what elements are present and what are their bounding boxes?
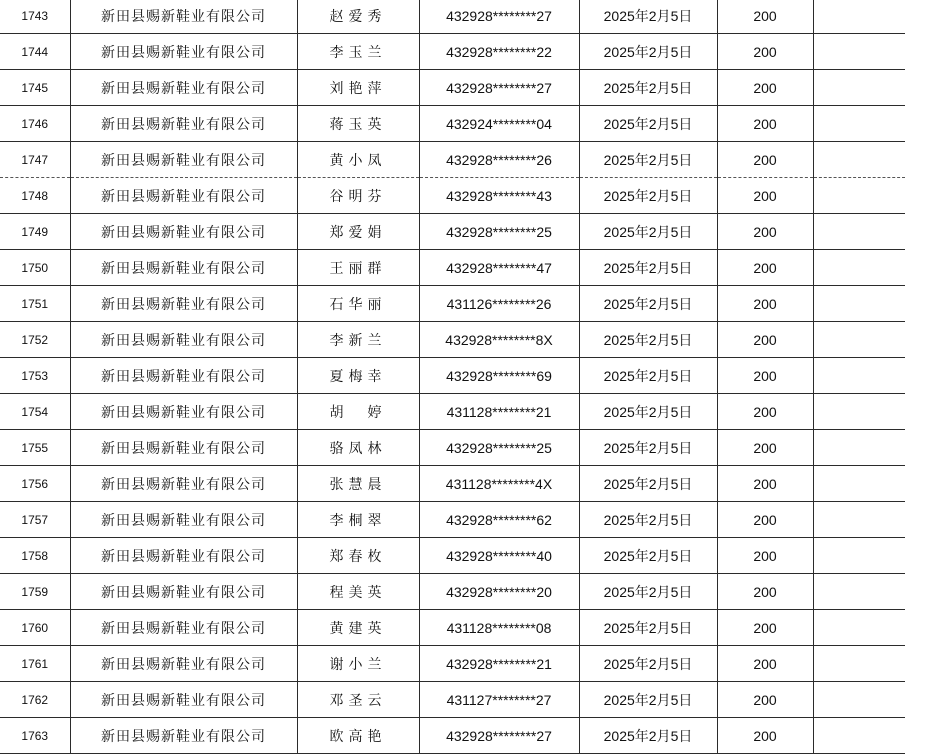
company-cell: 新田县赐新鞋业有限公司 — [70, 610, 297, 646]
id-number-cell: 431128********08 — [419, 610, 579, 646]
name-cell: 王丽群 — [297, 250, 419, 286]
remark-cell — [813, 106, 905, 142]
remark-cell — [813, 610, 905, 646]
date-cell: 2025年2月5日 — [579, 394, 717, 430]
amount-cell: 200 — [717, 538, 813, 574]
company-cell: 新田县赐新鞋业有限公司 — [70, 0, 297, 34]
name-cell: 李新兰 — [297, 322, 419, 358]
amount-cell: 200 — [717, 682, 813, 718]
company-cell: 新田县赐新鞋业有限公司 — [70, 646, 297, 682]
name-cell: 黄小凤 — [297, 142, 419, 178]
company-cell: 新田县赐新鞋业有限公司 — [70, 142, 297, 178]
amount-cell: 200 — [717, 178, 813, 214]
remark-cell — [813, 718, 905, 754]
table-row — [0, 358, 905, 394]
table-row — [0, 682, 905, 718]
row-number: 1755 — [0, 430, 70, 466]
remark-cell — [813, 70, 905, 106]
amount-cell: 200 — [717, 214, 813, 250]
row-number: 1747 — [0, 142, 70, 178]
amount-cell: 200 — [717, 286, 813, 322]
date-cell: 2025年2月5日 — [579, 646, 717, 682]
row-number: 1760 — [0, 610, 70, 646]
date-cell: 2025年2月5日 — [579, 286, 717, 322]
date-cell: 2025年2月5日 — [579, 0, 717, 34]
amount-cell: 200 — [717, 574, 813, 610]
remark-cell — [813, 646, 905, 682]
remark-cell — [813, 394, 905, 430]
name-cell: 李玉兰 — [297, 34, 419, 70]
table-row — [0, 574, 905, 610]
remark-cell — [813, 502, 905, 538]
company-cell: 新田县赐新鞋业有限公司 — [70, 214, 297, 250]
id-number-cell: 432928********8X — [419, 322, 579, 358]
date-cell: 2025年2月5日 — [579, 466, 717, 502]
remark-cell — [813, 430, 905, 466]
id-number-cell: 432928********20 — [419, 574, 579, 610]
date-cell: 2025年2月5日 — [579, 682, 717, 718]
table-row — [0, 646, 905, 682]
table-row — [0, 178, 905, 214]
remark-cell — [813, 142, 905, 178]
company-cell: 新田县赐新鞋业有限公司 — [70, 718, 297, 754]
company-cell: 新田县赐新鞋业有限公司 — [70, 34, 297, 70]
name-cell: 张慧晨 — [297, 466, 419, 502]
company-cell: 新田县赐新鞋业有限公司 — [70, 70, 297, 106]
company-cell: 新田县赐新鞋业有限公司 — [70, 466, 297, 502]
date-cell: 2025年2月5日 — [579, 142, 717, 178]
name-cell: 谢小兰 — [297, 646, 419, 682]
id-number-cell: 432928********25 — [419, 214, 579, 250]
table-row — [0, 430, 905, 466]
name-cell: 黄建英 — [297, 610, 419, 646]
date-cell: 2025年2月5日 — [579, 502, 717, 538]
date-cell: 2025年2月5日 — [579, 538, 717, 574]
company-cell: 新田县赐新鞋业有限公司 — [70, 574, 297, 610]
row-number: 1754 — [0, 394, 70, 430]
amount-cell: 200 — [717, 322, 813, 358]
table-row — [0, 394, 905, 430]
row-number: 1753 — [0, 358, 70, 394]
table-row — [0, 0, 905, 34]
id-number-cell: 432928********62 — [419, 502, 579, 538]
name-cell: 石华丽 — [297, 286, 419, 322]
company-cell: 新田县赐新鞋业有限公司 — [70, 106, 297, 142]
date-cell: 2025年2月5日 — [579, 214, 717, 250]
company-cell: 新田县赐新鞋业有限公司 — [70, 286, 297, 322]
date-cell: 2025年2月5日 — [579, 70, 717, 106]
remark-cell — [813, 574, 905, 610]
name-cell: 胡 婷 — [297, 394, 419, 430]
name-cell: 刘艳萍 — [297, 70, 419, 106]
id-number-cell: 432928********40 — [419, 538, 579, 574]
id-number-cell: 432928********27 — [419, 70, 579, 106]
remark-cell — [813, 34, 905, 70]
table-row — [0, 286, 905, 322]
row-number: 1750 — [0, 250, 70, 286]
remark-cell — [813, 538, 905, 574]
row-number: 1762 — [0, 682, 70, 718]
id-number-cell: 431126********26 — [419, 286, 579, 322]
amount-cell: 200 — [717, 142, 813, 178]
table-row — [0, 142, 905, 178]
amount-cell: 200 — [717, 610, 813, 646]
row-number: 1758 — [0, 538, 70, 574]
id-number-cell: 432928********22 — [419, 34, 579, 70]
table-row — [0, 538, 905, 574]
company-cell: 新田县赐新鞋业有限公司 — [70, 538, 297, 574]
amount-cell: 200 — [717, 34, 813, 70]
date-cell: 2025年2月5日 — [579, 574, 717, 610]
id-number-cell: 431128********4X — [419, 466, 579, 502]
company-cell: 新田县赐新鞋业有限公司 — [70, 178, 297, 214]
date-cell: 2025年2月5日 — [579, 610, 717, 646]
table-row — [0, 250, 905, 286]
id-number-cell: 432928********27 — [419, 718, 579, 754]
date-cell: 2025年2月5日 — [579, 358, 717, 394]
row-number: 1748 — [0, 178, 70, 214]
name-cell: 蒋玉英 — [297, 106, 419, 142]
company-cell: 新田县赐新鞋业有限公司 — [70, 502, 297, 538]
table-row — [0, 34, 905, 70]
id-number-cell: 432928********43 — [419, 178, 579, 214]
amount-cell: 200 — [717, 250, 813, 286]
amount-cell: 200 — [717, 502, 813, 538]
row-number: 1757 — [0, 502, 70, 538]
company-cell: 新田县赐新鞋业有限公司 — [70, 322, 297, 358]
row-number: 1763 — [0, 718, 70, 754]
row-number: 1751 — [0, 286, 70, 322]
table-row — [0, 214, 905, 250]
row-number: 1745 — [0, 70, 70, 106]
amount-cell: 200 — [717, 106, 813, 142]
row-number: 1761 — [0, 646, 70, 682]
company-cell: 新田县赐新鞋业有限公司 — [70, 682, 297, 718]
company-cell: 新田县赐新鞋业有限公司 — [70, 358, 297, 394]
id-number-cell: 431127********27 — [419, 682, 579, 718]
name-cell: 程美英 — [297, 574, 419, 610]
company-cell: 新田县赐新鞋业有限公司 — [70, 250, 297, 286]
amount-cell: 200 — [717, 0, 813, 34]
id-number-cell: 432928********26 — [419, 142, 579, 178]
remark-cell — [813, 466, 905, 502]
id-number-cell: 432928********47 — [419, 250, 579, 286]
amount-cell: 200 — [717, 718, 813, 754]
row-number: 1744 — [0, 34, 70, 70]
name-cell: 谷明芬 — [297, 178, 419, 214]
amount-cell: 200 — [717, 646, 813, 682]
table-row — [0, 70, 905, 106]
amount-cell: 200 — [717, 394, 813, 430]
company-cell: 新田县赐新鞋业有限公司 — [70, 430, 297, 466]
name-cell: 郑春枚 — [297, 538, 419, 574]
remark-cell — [813, 358, 905, 394]
name-cell: 郑爱娟 — [297, 214, 419, 250]
remark-cell — [813, 178, 905, 214]
date-cell: 2025年2月5日 — [579, 718, 717, 754]
amount-cell: 200 — [717, 466, 813, 502]
table-row — [0, 106, 905, 142]
row-number: 1743 — [0, 0, 70, 34]
name-cell: 邓圣云 — [297, 682, 419, 718]
table-row — [0, 610, 905, 646]
table-row — [0, 466, 905, 502]
amount-cell: 200 — [717, 430, 813, 466]
amount-cell: 200 — [717, 358, 813, 394]
row-number: 1746 — [0, 106, 70, 142]
company-cell: 新田县赐新鞋业有限公司 — [70, 394, 297, 430]
table-row — [0, 718, 905, 754]
name-cell: 李桐翠 — [297, 502, 419, 538]
date-cell: 2025年2月5日 — [579, 250, 717, 286]
row-number: 1749 — [0, 214, 70, 250]
row-number: 1759 — [0, 574, 70, 610]
row-number: 1756 — [0, 466, 70, 502]
remark-cell — [813, 322, 905, 358]
table-row — [0, 322, 905, 358]
name-cell: 骆凤林 — [297, 430, 419, 466]
name-cell: 赵爱秀 — [297, 0, 419, 34]
date-cell: 2025年2月5日 — [579, 34, 717, 70]
id-number-cell: 432928********25 — [419, 430, 579, 466]
date-cell: 2025年2月5日 — [579, 430, 717, 466]
name-cell: 欧高艳 — [297, 718, 419, 754]
table-row — [0, 502, 905, 538]
remark-cell — [813, 250, 905, 286]
id-number-cell: 432928********21 — [419, 646, 579, 682]
remark-cell — [813, 682, 905, 718]
id-number-cell: 432924********04 — [419, 106, 579, 142]
id-number-cell: 432928********69 — [419, 358, 579, 394]
id-number-cell: 432928********27 — [419, 0, 579, 34]
date-cell: 2025年2月5日 — [579, 106, 717, 142]
row-number: 1752 — [0, 322, 70, 358]
remark-cell — [813, 214, 905, 250]
name-cell: 夏梅幸 — [297, 358, 419, 394]
remark-cell — [813, 286, 905, 322]
date-cell: 2025年2月5日 — [579, 322, 717, 358]
amount-cell: 200 — [717, 70, 813, 106]
remark-cell — [813, 0, 905, 34]
date-cell: 2025年2月5日 — [579, 178, 717, 214]
id-number-cell: 431128********21 — [419, 394, 579, 430]
